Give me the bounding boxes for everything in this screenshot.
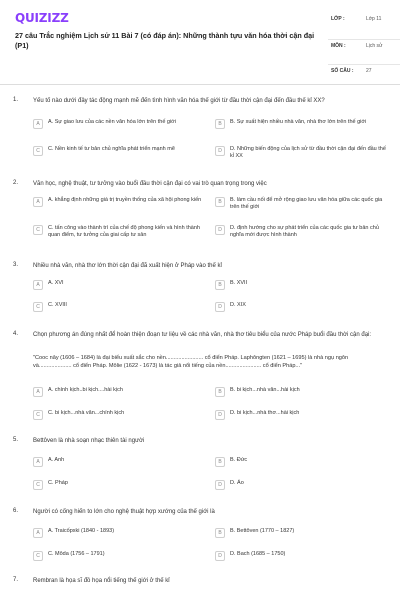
meta-row-count <box>328 65 400 79</box>
option-a[interactable] <box>33 280 211 290</box>
option-letter-badge: D <box>215 146 225 156</box>
option-text: D. XIX <box>230 302 246 308</box>
meta-subject-label: MÔN : <box>331 43 346 49</box>
option-a[interactable] <box>33 387 211 397</box>
question-text: Văn học, nghệ thuật, tư tưởng vào buổi đầu thời cận đại có vai trò quan trọng trong việc <box>33 181 267 187</box>
option-d[interactable] <box>215 302 393 312</box>
document-header <box>0 0 400 85</box>
option-text: D. Áo <box>230 480 244 486</box>
option-letter-badge: D <box>215 480 225 490</box>
meta-row-subject <box>328 40 400 65</box>
option-text: A. XVI <box>48 280 64 286</box>
option-d[interactable] <box>215 146 393 161</box>
option-letter-badge: D <box>215 410 225 420</box>
option-text: A. chính kịch..bi kịch....hài kịch <box>48 387 123 393</box>
option-d[interactable] <box>215 480 393 490</box>
option-text: A. Sự giao lưu của các nền văn hóa lớn trên thế giới <box>48 119 177 125</box>
option-c[interactable] <box>33 551 211 561</box>
option-c[interactable] <box>33 302 211 312</box>
quizizz-logo: QUIZIZZ <box>15 11 69 25</box>
option-b[interactable] <box>215 387 393 397</box>
option-letter-badge: A <box>33 197 43 207</box>
option-text: A. Anh <box>48 457 65 463</box>
option-text: B. Sự xuất hiện nhiều nhà văn, nhà thơ lớn trên thế giới <box>230 119 367 125</box>
option-letter-badge: D <box>215 551 225 561</box>
question-text: Người có cống hiến to lớn cho nghệ thuật hợp xướng của thế giới là <box>33 509 215 515</box>
question-number: 7. <box>13 577 19 583</box>
question-number: 2. <box>13 180 19 186</box>
option-b[interactable] <box>215 528 393 538</box>
option-letter-badge: D <box>215 225 225 235</box>
option-a[interactable] <box>33 197 211 207</box>
option-text: B. XVII <box>230 280 248 286</box>
option-text: B. làm cầu nối để mở rộng giao lưu văn hóa giữa các quốc gia trên thế giới <box>230 197 383 211</box>
meta-count-value: 27 <box>366 68 372 74</box>
option-letter-badge: B <box>215 528 225 538</box>
quoted-passage: "Cooc nây (1606 – 1684) là đại biểu xuất sắc cho nền........................ cổ điển Pháp. Laphôngten (1621 – 1695) là nhà ngụ ngôn và..................... cổ điển Pháp. Môlie (1622 - 1673) là tác giả nổi tiếng của nền....................... cổ điển Pháp..." <box>33 355 349 370</box>
option-letter-badge: A <box>33 528 43 538</box>
option-letter-badge: B <box>215 197 225 207</box>
option-b[interactable] <box>215 119 393 129</box>
option-d[interactable] <box>215 551 393 561</box>
question-number: 3. <box>13 262 19 268</box>
meta-subject-value: Lịch sử <box>366 43 383 49</box>
option-c[interactable] <box>33 225 211 240</box>
option-letter-badge: C <box>33 410 43 420</box>
question-text: Rembran là họa sĩ đồ họa nổi tiếng thế giới ở thế kỉ <box>33 578 170 584</box>
option-text: C. Nền kinh tế tư bản chủ nghĩa phát triển mạnh mẽ <box>48 146 175 152</box>
option-b[interactable] <box>215 197 393 212</box>
option-text: C. bi kịch...nhà văn...chính kịch <box>48 410 125 416</box>
question-number: 6. <box>13 508 19 514</box>
option-d[interactable] <box>215 410 393 420</box>
option-a[interactable] <box>33 457 211 467</box>
option-letter-badge: D <box>215 302 225 312</box>
option-letter-badge: B <box>215 280 225 290</box>
option-letter-badge: B <box>215 119 225 129</box>
option-text: C. tấn công vào thành trì của chế độ phong kiến và hình thành quan điểm, tư tưởng của giai cấp tư sản <box>48 225 200 239</box>
option-letter-badge: C <box>33 146 43 156</box>
option-a[interactable] <box>33 528 211 538</box>
option-letter-badge: C <box>33 551 43 561</box>
option-letter-badge: B <box>215 457 225 467</box>
option-b[interactable] <box>215 280 393 290</box>
option-letter-badge: A <box>33 119 43 129</box>
option-letter-badge: C <box>33 225 43 235</box>
question-number: 4. <box>13 331 19 337</box>
option-letter-badge: A <box>33 457 43 467</box>
option-text: C. XVIII <box>48 302 67 308</box>
option-text: C. Môda (1756 – 1791) <box>48 551 105 557</box>
option-letter-badge: C <box>33 480 43 490</box>
option-letter-badge: C <box>33 302 43 312</box>
question-number: 5. <box>13 437 19 443</box>
option-text: D. định hướng cho sự phát triển của các quốc gia tư bản chủ nghĩa mới được hình thành <box>230 225 379 239</box>
meta-table <box>328 13 400 79</box>
option-letter-badge: A <box>33 387 43 397</box>
option-text: B. Bettôven (1770 – 1827) <box>230 528 295 534</box>
option-text: D. bi kịch...nhà thơ...hài kịch <box>230 410 300 416</box>
option-letter-badge: A <box>33 280 43 290</box>
option-c[interactable] <box>33 480 211 490</box>
question-text: Chọn phương án đúng nhất để hoàn thiện đoạn tư liệu về các nhà văn, nhà thơ tiêu biểu của nước Pháp buổi đầu thời cận đại: <box>33 332 372 338</box>
question-number: 1. <box>13 97 19 103</box>
option-text: D. Những biến động của lịch sử từ đầu thời cận đại đến đầu thế kỉ XX <box>230 146 386 160</box>
option-letter-badge: B <box>215 387 225 397</box>
meta-row-class <box>328 13 400 40</box>
meta-count-label: SỐ CÂU : <box>331 68 354 74</box>
option-d[interactable] <box>215 225 393 240</box>
option-text: B. Đức <box>230 457 248 463</box>
meta-class-value: Lớp 11 <box>366 16 382 22</box>
option-c[interactable] <box>33 146 211 156</box>
meta-class-label: LỚP : <box>331 16 345 22</box>
option-text: D. Bach (1685 – 1750) <box>230 551 286 557</box>
option-text: A. khẳng định những giá trị truyền thống của xã hội phong kiến <box>48 197 202 203</box>
question-text: Yếu tố nào dưới đây tác động mạnh mẽ đến tình hình văn hóa thế giới từ đầu thời cận đại đến đầu thế kỉ XX? <box>33 98 325 104</box>
document-title: 27 câu Trắc nghiệm Lịch sử 11 Bài 7 (có đáp án): Những thành tựu văn hóa thời cận đại (P1) <box>15 31 315 50</box>
question-text: Bettôven là nhà soạn nhạc thiên tài người <box>33 438 145 444</box>
option-text: C. Pháp <box>48 480 68 486</box>
option-a[interactable] <box>33 119 211 129</box>
question-text: Nhiều nhà văn, nhà thơ lớn thời cận đại đã xuất hiện ở Pháp vào thế kỉ <box>33 263 222 269</box>
option-text: B. bi kịch...nhà văn...hài kịch <box>230 387 300 393</box>
option-b[interactable] <box>215 457 393 467</box>
option-c[interactable] <box>33 410 211 420</box>
option-text: A. Traicốpxki (1840 - 1893) <box>48 528 115 534</box>
